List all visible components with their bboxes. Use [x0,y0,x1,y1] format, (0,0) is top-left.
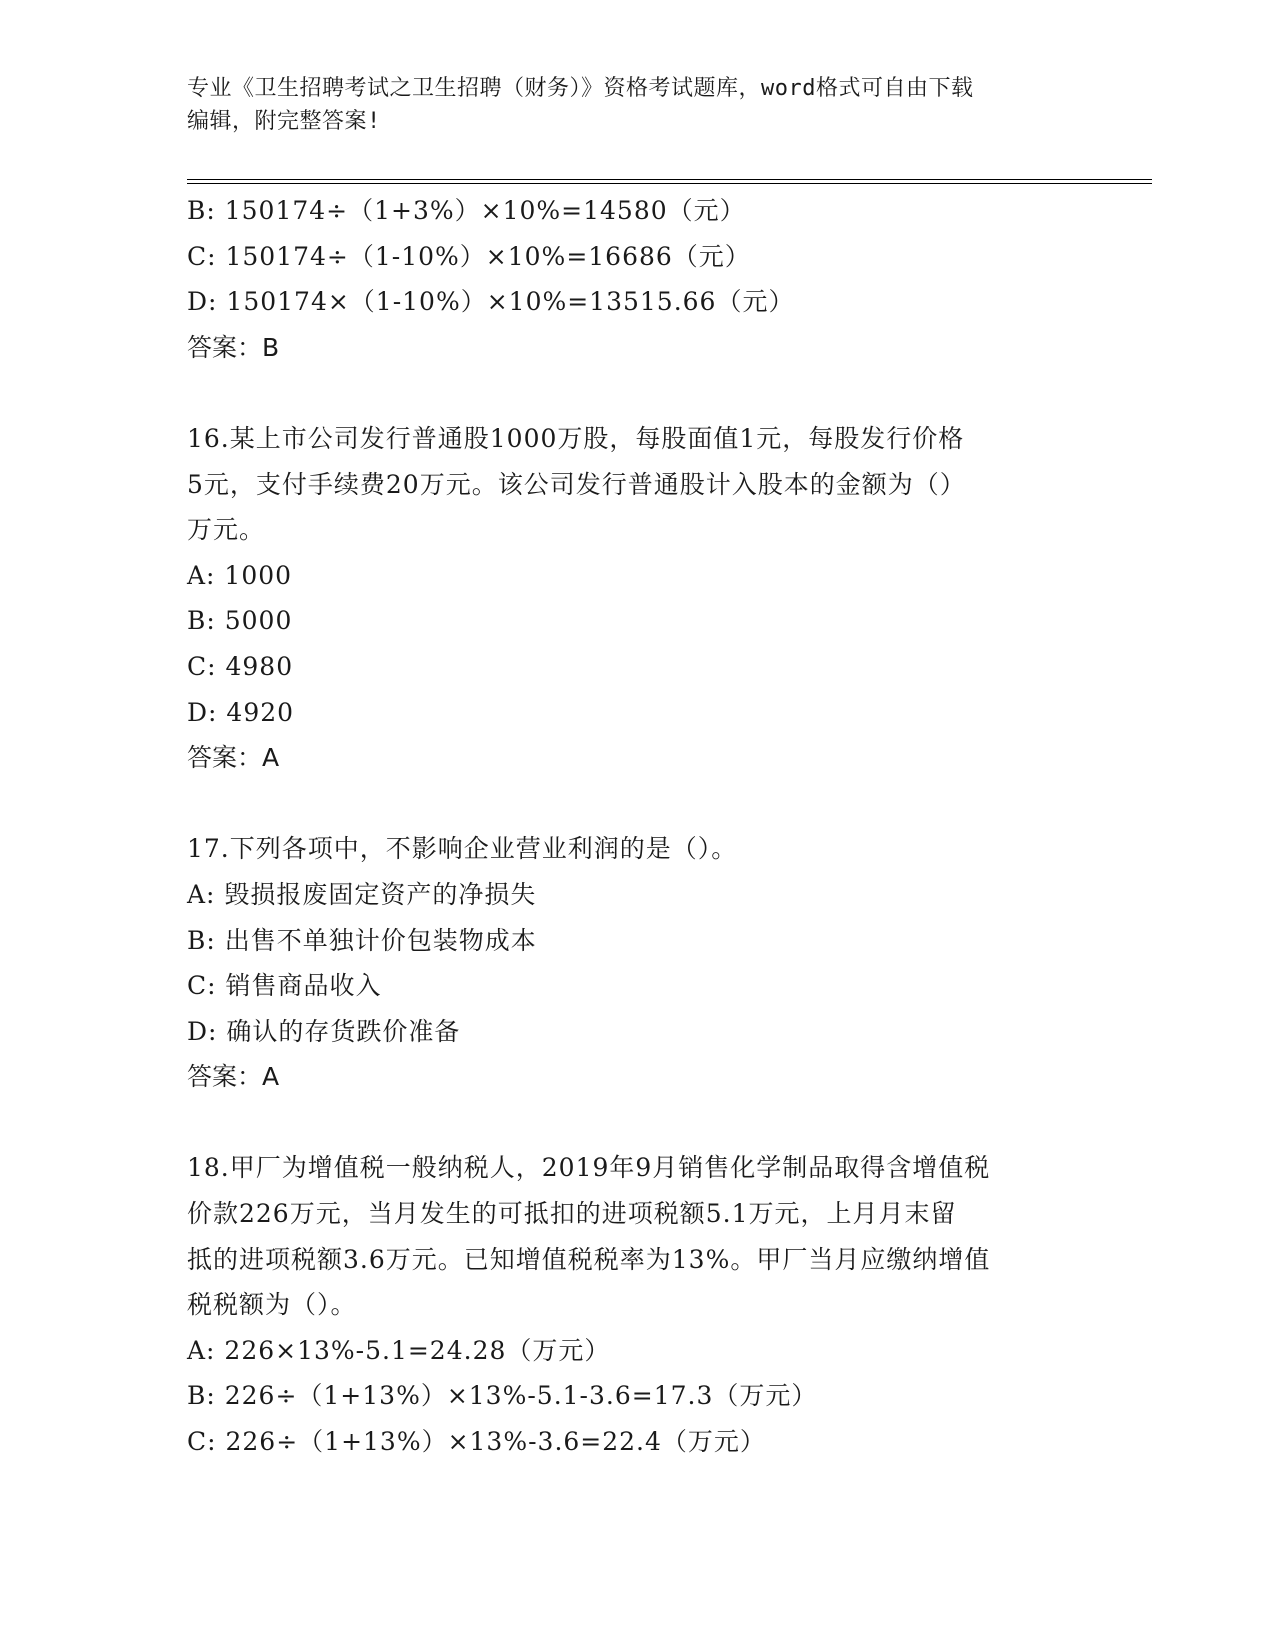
document-header [187,72,1087,138]
header-rule-top [187,179,1152,180]
question-text-line: 税税额为（）。 [187,1290,357,1320]
question-text-line: 抵的进项税额3.6万元。已知增值税税率为13%。甲厂当月应缴纳增值 [187,1244,991,1274]
option-c: C: 销售商品收入 [187,971,382,1001]
option-b: B: 150174÷（1+3%）×10%=14580（元） [187,196,746,225]
option-b: B: 出售不单独计价包装物成本 [187,925,537,955]
option-d: D: 确认的存货跌价准备 [187,1016,461,1046]
answer: 答案：A [187,1062,280,1092]
option-a: A: 226×13%-5.1=24.28（万元） [187,1335,611,1365]
question-16 [187,416,1087,781]
question-17 [187,826,1087,1100]
spacer [187,781,1087,827]
question-text-line: 16.某上市公司发行普通股1000万股，每股面值1元，每股发行价格 [187,423,965,453]
option-a: A: 1000 [187,560,293,590]
spacer [187,1100,1087,1146]
option-a: A: 毁损报废固定资产的净损失 [187,879,537,909]
answer: 答案：B [187,332,280,362]
question-text-line: 18.甲厂为增值税一般纳税人，2019年9月销售化学制品取得含增值税 [187,1153,991,1183]
spacer [187,370,1087,416]
option-c: C: 4980 [187,651,294,681]
header-line-2: 编辑，附完整答案! [187,109,381,134]
question-text-line: 17.下列各项中，不影响企业营业利润的是（）。 [187,834,738,864]
document-body [187,188,1087,1465]
option-b: B: 226÷（1+13%）×13%-5.1-3.6=17.3（万元） [187,1381,818,1411]
option-d: D: 4920 [187,697,295,727]
answer: 答案：A [187,743,280,773]
prev-question-block [187,188,1087,370]
question-text-line: 5元，支付手续费20万元。该公司发行普通股计入股本的金额为（） [187,469,966,499]
option-c: C: 226÷（1+13%）×13%-3.6=22.4（万元） [187,1427,766,1457]
question-text-line: 价款226万元，当月发生的可抵扣的进项税额5.1万元，上月月末留 [187,1199,957,1229]
header-line-1: 专业《卫生招聘考试之卫生招聘（财务）》资格考试题库，word格式可自由下载 [187,76,974,101]
header-rule-bottom [187,183,1152,184]
question-text-line: 万元。 [187,515,266,545]
option-b: B: 5000 [187,606,293,636]
option-c: C: 150174÷（1-10%）×10%=16686（元） [187,241,751,271]
question-18 [187,1145,1087,1464]
option-d: D: 150174×（1-10%）×10%=13515.66（元） [187,287,795,317]
